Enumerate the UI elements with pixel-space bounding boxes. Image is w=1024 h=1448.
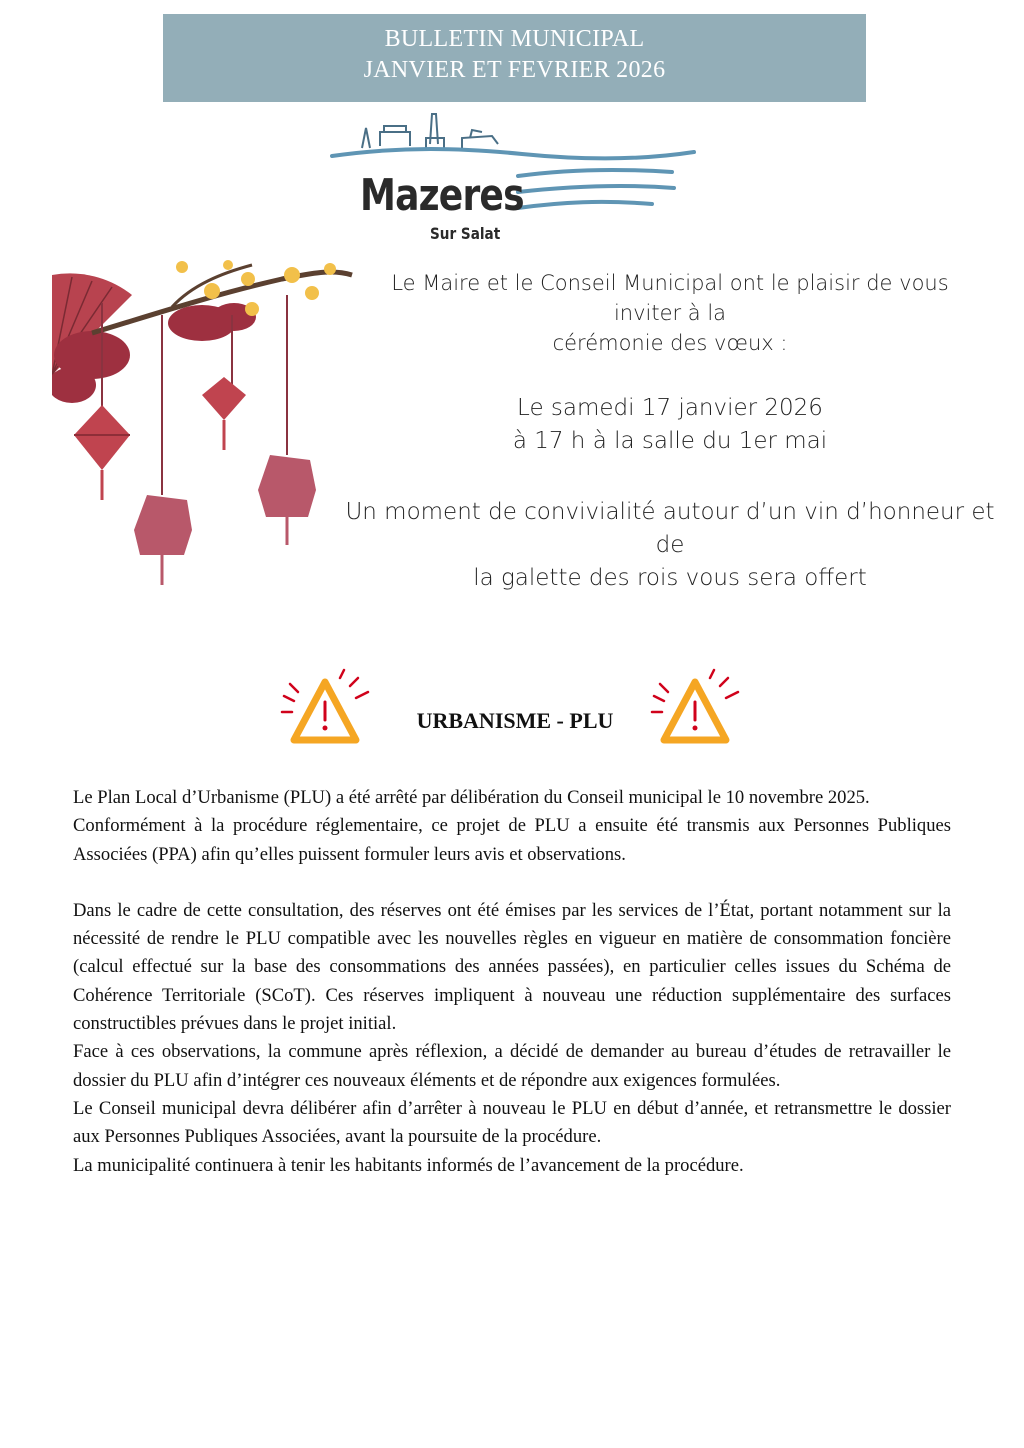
- invitation-line-1: Le Maire et le Conseil Municipal ont le plaisir de vous: [391, 271, 949, 295]
- mazeres-logo: [322, 108, 702, 253]
- event-place: à 17 h à la salle du 1er mai: [512, 428, 828, 454]
- paragraph: Face à ces observations, la commune après réflexion, a décidé de demander au bureau d’études de retravailler le dossier du PLU afin d’intégrer ces nouveaux éléments et de répondre aux exigences formulées.: [73, 1041, 951, 1091]
- logo-name: Mazeres: [360, 170, 524, 221]
- offer-line-1: Un moment de convivialité autour d’un vin d’honneur et de: [345, 499, 995, 558]
- header-title: BULLETIN MUNICIPAL: [384, 26, 645, 52]
- warning-icon: [650, 668, 740, 754]
- lanterns-illustration: [52, 255, 362, 590]
- section-title: URBANISME - PLU: [416, 708, 614, 733]
- plu-article: [73, 784, 951, 1180]
- warning-icon: [280, 668, 370, 754]
- paragraph: Le Plan Local d’Urbanisme (PLU) a été arrêté par délibération du Conseil municipal le 10 novembre 2025.: [73, 787, 870, 808]
- logo-subtitle: Sur Salat: [430, 224, 501, 243]
- event-date: Le samedi 17 janvier 2026: [517, 395, 823, 421]
- invitation-block: [340, 268, 1000, 595]
- invitation-line-3: cérémonie des vœux :: [552, 331, 788, 355]
- paragraph: La municipalité continuera à tenir les habitants informés de l’avancement de la procédure.: [73, 1154, 744, 1176]
- lanterns-art: [52, 255, 362, 590]
- paragraph: Le Conseil municipal devra délibérer afin d’arrêter à nouveau le PLU en début d’année, et retransmettre le dossier aux Personnes Publiques Associées, avant la poursuite de la procédure.: [73, 1097, 951, 1148]
- header-period: JANVIER ET FEVRIER 2026: [363, 57, 666, 83]
- offer-line-2: la galette des rois vous sera offert: [473, 565, 867, 591]
- paragraph: Conformément à la procédure réglementaire, ce projet de PLU a ensuite été transmis aux Personnes Publiques Associées (PPA) afin qu’elles puissent formuler leurs avis et observations.: [73, 815, 951, 865]
- bulletin-header: [163, 14, 866, 102]
- paragraph: Dans le cadre de cette consultation, des réserves ont été émises par les services de l’État, portant notamment sur la nécessité de rendre le PLU compatible avec les nouvelles règles en vigueur en matière de consommation foncière (calcul effectué sur la base des consommations des années passées), en particulier celles issues du Schéma de Cohérence Territoriale (SCoT). Ces réserves impliquent à nouveau une réduction supplémentaire des surfaces constructibles prévues dans le projet initial.: [73, 899, 951, 1035]
- logo-buildings: [362, 114, 498, 148]
- invitation-line-2: inviter à la: [613, 301, 727, 325]
- lantern-icon: [74, 377, 316, 585]
